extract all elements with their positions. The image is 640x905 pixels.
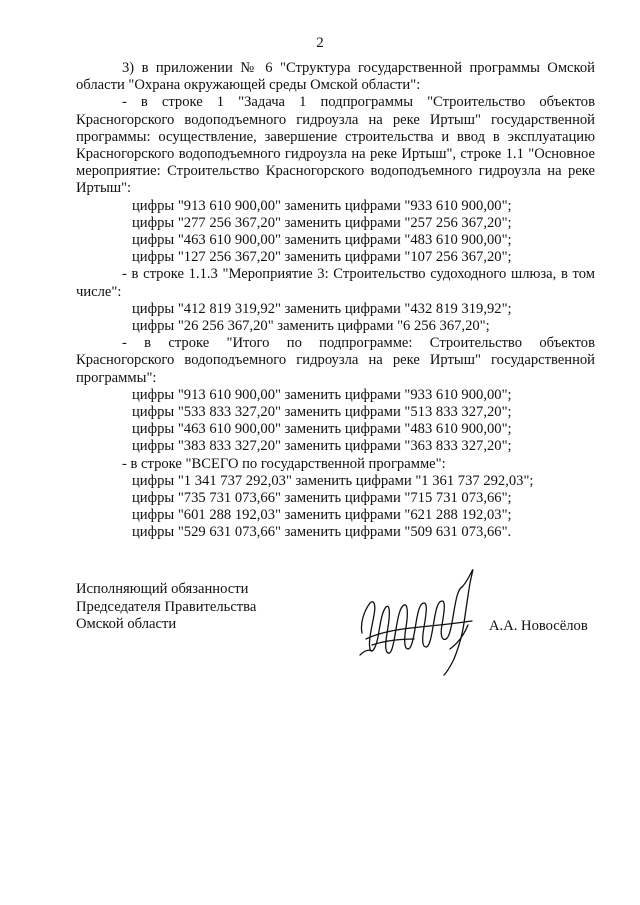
replacement-line: цифры "127 256 367,20" заменить цифрами "107 256 367,20"; — [132, 249, 512, 266]
replacement-line: цифры "1 341 737 292,03" заменить цифрами "1 361 737 292,03"; — [132, 472, 534, 489]
replacement-line: цифры "463 610 900,00" заменить цифрами "483 610 900,00"; — [132, 421, 512, 438]
handwritten-signature — [354, 563, 494, 679]
paragraph-row-subprogram-total: - в строке "Итого по подпрограмме: Строительство объектов Красногорского водоподъемного гидроузла на реке Иртыш" государственной программы": — [76, 335, 595, 386]
paragraph-row-1-1-3: - в строке 1.1.3 "Мероприятие 3: Строительство судоходного шлюза, в том числе": — [76, 266, 595, 300]
replacement-line: цифры "26 256 367,20" заменить цифрами "6 256 367,20"; — [132, 318, 490, 335]
replacement-line: цифры "529 631 073,66" заменить цифрами "509 631 073,66". — [132, 524, 512, 541]
paragraph-appendix-6: 3) в приложении № 6 "Структура государственной программы Омской области "Охрана окружающей среды Омской области": — [76, 60, 595, 94]
replacement-line: цифры "913 610 900,00" заменить цифрами "933 610 900,00"; — [132, 386, 512, 403]
paragraph-row-1: - в строке 1 "Задача 1 подпрограммы "Строительство объектов Красногорского водоподъемного гидроузла на реке Иртыш" государственной программы: осуществление, завершение строительства и ввод в эксплуатацию Красногорского водоподъемного гидроузла на реке Иртыш", строке 1.1 "Основное мероприятие: Строительство Красногорского водоподъемного гидроузла на реке Иртыш": — [76, 94, 595, 197]
replacement-line: цифры "463 610 900,00" заменить цифрами "483 610 900,00"; — [132, 232, 512, 249]
paragraph-row-program-total: - в строке "ВСЕГО по государственной программе": — [122, 455, 446, 472]
replacement-line: цифры "277 256 367,20" заменить цифрами "257 256 367,20"; — [132, 214, 512, 231]
signatory-title-line: Исполняющий обязанности — [76, 581, 249, 597]
replacement-line: цифры "383 833 327,20" заменить цифрами "363 833 327,20"; — [132, 438, 512, 455]
replacement-line: цифры "412 819 319,92" заменить цифрами "432 819 319,92"; — [132, 300, 512, 317]
signatory-name: А.А. Новосёлов — [489, 618, 588, 634]
signatory-title — [76, 581, 256, 634]
signatory-title-line: Председателя Правительства — [76, 598, 257, 615]
document-body — [76, 60, 595, 542]
replacement-line: цифры "533 833 327,20" заменить цифрами "513 833 327,20"; — [132, 404, 512, 421]
replacement-line: цифры "735 731 073,66" заменить цифрами "715 731 073,66"; — [132, 490, 512, 507]
replacement-line: цифры "913 610 900,00" заменить цифрами "933 610 900,00"; — [132, 197, 512, 214]
replacement-line: цифры "601 288 192,03" заменить цифрами "621 288 192,03"; — [132, 507, 512, 524]
page-number: 2 — [316, 35, 324, 51]
signatory-title-line: Омской области — [76, 616, 177, 633]
